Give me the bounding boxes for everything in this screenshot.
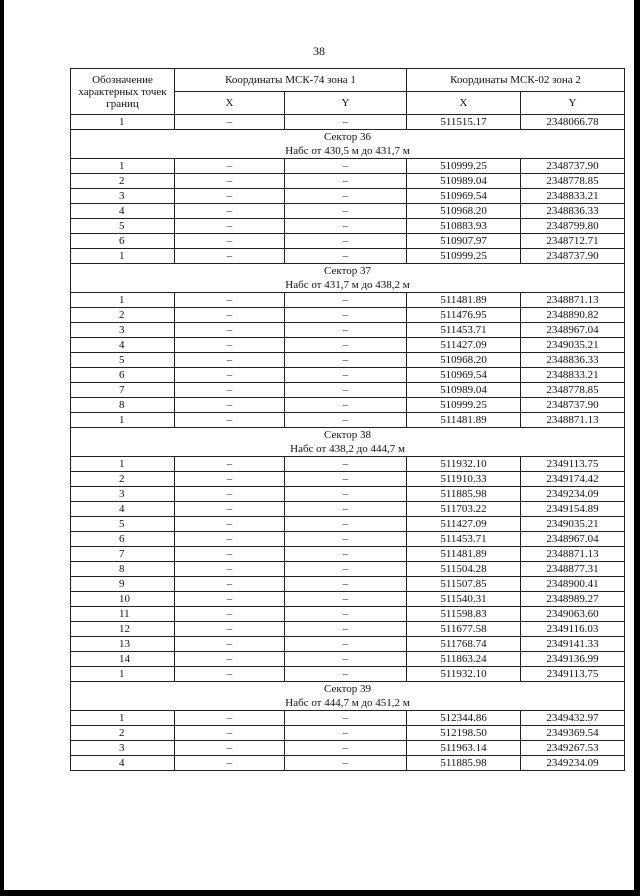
msk74-x-cell: – [175,353,285,368]
msk74-y-cell: – [285,115,407,130]
msk02-y-cell: 2348737.90 [521,398,625,413]
msk02-y-cell: 2349234.09 [521,756,625,771]
msk74-y-cell: – [285,323,407,338]
msk02-y-cell: 2349141.33 [521,637,625,652]
sector-title-row [71,264,625,279]
table-row [71,726,625,741]
msk74-x-cell: – [175,323,285,338]
msk02-x-cell: 511481.89 [407,413,521,428]
sector-title: Сектор 36 [71,130,625,145]
msk02-x-cell: 510989.04 [407,383,521,398]
point-number: 8 [71,398,175,413]
msk02-x-cell: 511677.58 [407,622,521,637]
msk74-x-cell: – [175,726,285,741]
msk74-y-cell: – [285,174,407,189]
header-msk02-x: X [407,92,521,115]
table-row [71,652,625,667]
sector-range: Набс от 431,7 м до 438,2 м [71,278,625,293]
msk74-y-cell: – [285,398,407,413]
msk02-x-cell: 510883.93 [407,219,521,234]
msk02-x-cell: 511885.98 [407,756,521,771]
sector-title: Сектор 37 [71,264,625,279]
point-number: 9 [71,577,175,592]
msk74-y-cell: – [285,338,407,353]
point-number: 1 [71,159,175,174]
table-row [71,457,625,472]
msk74-y-cell: – [285,741,407,756]
table-row [71,308,625,323]
msk74-y-cell: – [285,532,407,547]
msk74-y-cell: – [285,413,407,428]
msk02-x-cell: 511504.28 [407,562,521,577]
table-row [71,637,625,652]
msk02-y-cell: 2348712.71 [521,234,625,249]
point-number: 1 [71,457,175,472]
point-number: 2 [71,472,175,487]
msk74-x-cell: – [175,308,285,323]
msk02-x-cell: 510969.54 [407,368,521,383]
msk02-y-cell: 2349035.21 [521,338,625,353]
msk74-y-cell: – [285,353,407,368]
msk02-y-cell: 2348737.90 [521,159,625,174]
table-row [71,502,625,517]
msk74-y-cell: – [285,189,407,204]
point-number: 4 [71,204,175,219]
msk02-y-cell: 2348833.21 [521,189,625,204]
msk74-y-cell: – [285,517,407,532]
header-msk74-y: Y [285,92,407,115]
table-row [71,562,625,577]
msk74-x-cell: – [175,711,285,726]
point-number: 4 [71,338,175,353]
point-number: 2 [71,174,175,189]
msk74-x-cell: – [175,577,285,592]
msk74-x-cell: – [175,741,285,756]
point-number: 8 [71,562,175,577]
msk74-x-cell: – [175,517,285,532]
msk74-y-cell: – [285,652,407,667]
msk74-x-cell: – [175,472,285,487]
msk02-x-cell: 511481.89 [407,547,521,562]
msk02-y-cell: 2348871.13 [521,547,625,562]
msk74-x-cell: – [175,667,285,682]
msk74-y-cell: – [285,502,407,517]
msk74-x-cell: – [175,592,285,607]
msk02-x-cell: 511910.33 [407,472,521,487]
msk02-x-cell: 511507.85 [407,577,521,592]
table-row [71,159,625,174]
table-row [71,756,625,771]
header-msk74-group: Координаты МСК-74 зона 1 [175,69,407,92]
msk02-x-cell: 510969.54 [407,189,521,204]
msk74-x-cell: – [175,637,285,652]
table-body [71,115,625,771]
msk74-x-cell: – [175,383,285,398]
msk74-x-cell: – [175,413,285,428]
msk02-x-cell: 510989.04 [407,174,521,189]
msk74-y-cell: – [285,308,407,323]
msk02-y-cell: 2349136.99 [521,652,625,667]
msk74-y-cell: – [285,562,407,577]
msk02-y-cell: 2348877.31 [521,562,625,577]
msk74-y-cell: – [285,726,407,741]
sector-range: Набс от 444,7 м до 451,2 м [71,696,625,711]
msk74-x-cell: – [175,547,285,562]
msk02-y-cell: 2349154.89 [521,502,625,517]
msk74-x-cell: – [175,622,285,637]
msk02-y-cell: 2349234.09 [521,487,625,502]
msk02-x-cell: 510999.25 [407,249,521,264]
table-row [71,592,625,607]
msk02-y-cell: 2348836.33 [521,353,625,368]
msk74-y-cell: – [285,487,407,502]
point-number: 7 [71,383,175,398]
table-row [71,338,625,353]
msk02-y-cell: 2349113.75 [521,457,625,472]
point-number: 3 [71,189,175,204]
point-number: 3 [71,741,175,756]
msk74-y-cell: – [285,204,407,219]
msk74-x-cell: – [175,219,285,234]
point-number: 2 [71,308,175,323]
table-row [71,741,625,756]
msk74-x-cell: – [175,338,285,353]
sector-range-row [71,696,625,711]
point-number: 1 [71,249,175,264]
msk74-y-cell: – [285,159,407,174]
msk74-y-cell: – [285,607,407,622]
table-row [71,547,625,562]
sector-range-row [71,442,625,457]
table-row [71,293,625,308]
point-number: 7 [71,547,175,562]
msk74-y-cell: – [285,472,407,487]
table-row [71,204,625,219]
point-number: 4 [71,502,175,517]
point-number: 2 [71,726,175,741]
msk02-x-cell: 511453.71 [407,323,521,338]
point-number: 1 [71,413,175,428]
table-row [71,711,625,726]
msk02-y-cell: 2349116.03 [521,622,625,637]
point-number: 4 [71,756,175,771]
msk74-x-cell: – [175,398,285,413]
msk02-y-cell: 2349369.54 [521,726,625,741]
msk74-x-cell: – [175,174,285,189]
msk74-x-cell: – [175,189,285,204]
msk02-y-cell: 2348799.80 [521,219,625,234]
table-row [71,383,625,398]
msk02-y-cell: 2348737.90 [521,249,625,264]
sector-title-row [71,130,625,145]
msk74-x-cell: – [175,652,285,667]
header-msk02-y: Y [521,92,625,115]
msk02-y-cell: 2348967.04 [521,532,625,547]
point-number: 3 [71,323,175,338]
msk02-y-cell: 2349432.97 [521,711,625,726]
page-number: 38 [313,44,325,58]
sector-range: Набс от 438,2 до 444,7 м [71,442,625,457]
msk02-x-cell: 511481.89 [407,293,521,308]
msk74-y-cell: – [285,368,407,383]
header-point-designation: Обозначение характерных точек границ [71,69,175,115]
msk02-x-cell: 512198.50 [407,726,521,741]
msk02-y-cell: 2349174.42 [521,472,625,487]
sector-range-row [71,278,625,293]
msk74-x-cell: – [175,562,285,577]
msk74-y-cell: – [285,219,407,234]
table-row [71,234,625,249]
point-number: 10 [71,592,175,607]
msk74-y-cell: – [285,457,407,472]
point-number: 1 [71,667,175,682]
table-row [71,517,625,532]
msk02-y-cell: 2348833.21 [521,368,625,383]
msk74-y-cell: – [285,383,407,398]
msk74-y-cell: – [285,234,407,249]
msk02-y-cell: 2349035.21 [521,517,625,532]
point-number: 6 [71,532,175,547]
msk74-y-cell: – [285,667,407,682]
msk74-x-cell: – [175,607,285,622]
point-number: 3 [71,487,175,502]
msk74-x-cell: – [175,293,285,308]
msk74-x-cell: – [175,204,285,219]
msk02-x-cell: 511863.24 [407,652,521,667]
point-number: 1 [71,115,175,130]
msk74-y-cell: – [285,249,407,264]
msk02-x-cell: 511427.09 [407,338,521,353]
msk02-x-cell: 511932.10 [407,457,521,472]
msk02-y-cell: 2348836.33 [521,204,625,219]
table-row [71,472,625,487]
msk74-y-cell: – [285,577,407,592]
msk02-x-cell: 511453.71 [407,532,521,547]
sector-title-row [71,428,625,443]
table-row [71,115,625,130]
sector-range-row [71,144,625,159]
point-number: 5 [71,353,175,368]
msk02-x-cell: 510968.20 [407,204,521,219]
sector-title: Сектор 39 [71,682,625,697]
msk74-y-cell: – [285,756,407,771]
table-row [71,577,625,592]
point-number: 5 [71,517,175,532]
document-page [4,0,634,890]
msk74-x-cell: – [175,234,285,249]
point-number: 6 [71,368,175,383]
point-number: 1 [71,293,175,308]
sector-title: Сектор 38 [71,428,625,443]
msk02-x-cell: 510907.97 [407,234,521,249]
msk02-y-cell: 2348871.13 [521,413,625,428]
table-row [71,413,625,428]
msk02-y-cell: 2349063.60 [521,607,625,622]
msk02-y-cell: 2348778.85 [521,383,625,398]
msk02-x-cell: 512344.86 [407,711,521,726]
table-row [71,353,625,368]
msk02-x-cell: 511427.09 [407,517,521,532]
msk02-x-cell: 511932.10 [407,667,521,682]
msk02-y-cell: 2348900.41 [521,577,625,592]
msk02-x-cell: 511703.22 [407,502,521,517]
msk02-x-cell: 510999.25 [407,159,521,174]
msk02-y-cell: 2348989.27 [521,592,625,607]
msk02-x-cell: 510968.20 [407,353,521,368]
msk74-y-cell: – [285,622,407,637]
msk02-y-cell: 2349113.75 [521,667,625,682]
point-number: 11 [71,607,175,622]
msk02-x-cell: 511515.17 [407,115,521,130]
table-row [71,323,625,338]
msk74-y-cell: – [285,592,407,607]
msk74-x-cell: – [175,115,285,130]
header-msk74-x: X [175,92,285,115]
coordinates-table [70,68,625,771]
table-row [71,667,625,682]
point-number: 12 [71,622,175,637]
table-row [71,398,625,413]
msk02-y-cell: 2349267.53 [521,741,625,756]
msk74-y-cell: – [285,293,407,308]
table-row [71,532,625,547]
msk74-x-cell: – [175,502,285,517]
msk74-x-cell: – [175,756,285,771]
point-number: 6 [71,234,175,249]
msk02-x-cell: 511768.74 [407,637,521,652]
msk02-y-cell: 2348967.04 [521,323,625,338]
table-row [71,174,625,189]
msk74-x-cell: – [175,159,285,174]
msk74-x-cell: – [175,249,285,264]
msk02-y-cell: 2348890.82 [521,308,625,323]
msk74-x-cell: – [175,457,285,472]
point-number: 5 [71,219,175,234]
msk02-y-cell: 2348871.13 [521,293,625,308]
msk02-x-cell: 511885.98 [407,487,521,502]
msk74-y-cell: – [285,711,407,726]
msk74-y-cell: – [285,637,407,652]
msk02-y-cell: 2348778.85 [521,174,625,189]
msk74-x-cell: – [175,368,285,383]
msk02-x-cell: 511963.14 [407,741,521,756]
msk02-x-cell: 511598.83 [407,607,521,622]
msk74-x-cell: – [175,487,285,502]
sector-range: Набс от 430,5 м до 431,7 м [71,144,625,159]
sector-title-row [71,682,625,697]
table-row [71,368,625,383]
msk74-y-cell: – [285,547,407,562]
msk74-x-cell: – [175,532,285,547]
header-msk02-group: Координаты МСК-02 зона 2 [407,69,625,92]
point-number: 14 [71,652,175,667]
table-row [71,607,625,622]
msk02-x-cell: 511540.31 [407,592,521,607]
point-number: 13 [71,637,175,652]
table-row [71,189,625,204]
table-row [71,249,625,264]
table-row [71,487,625,502]
msk02-x-cell: 510999.25 [407,398,521,413]
msk02-x-cell: 511476.95 [407,308,521,323]
point-number: 1 [71,711,175,726]
table-row [71,622,625,637]
table-row [71,219,625,234]
msk02-y-cell: 2348066.78 [521,115,625,130]
